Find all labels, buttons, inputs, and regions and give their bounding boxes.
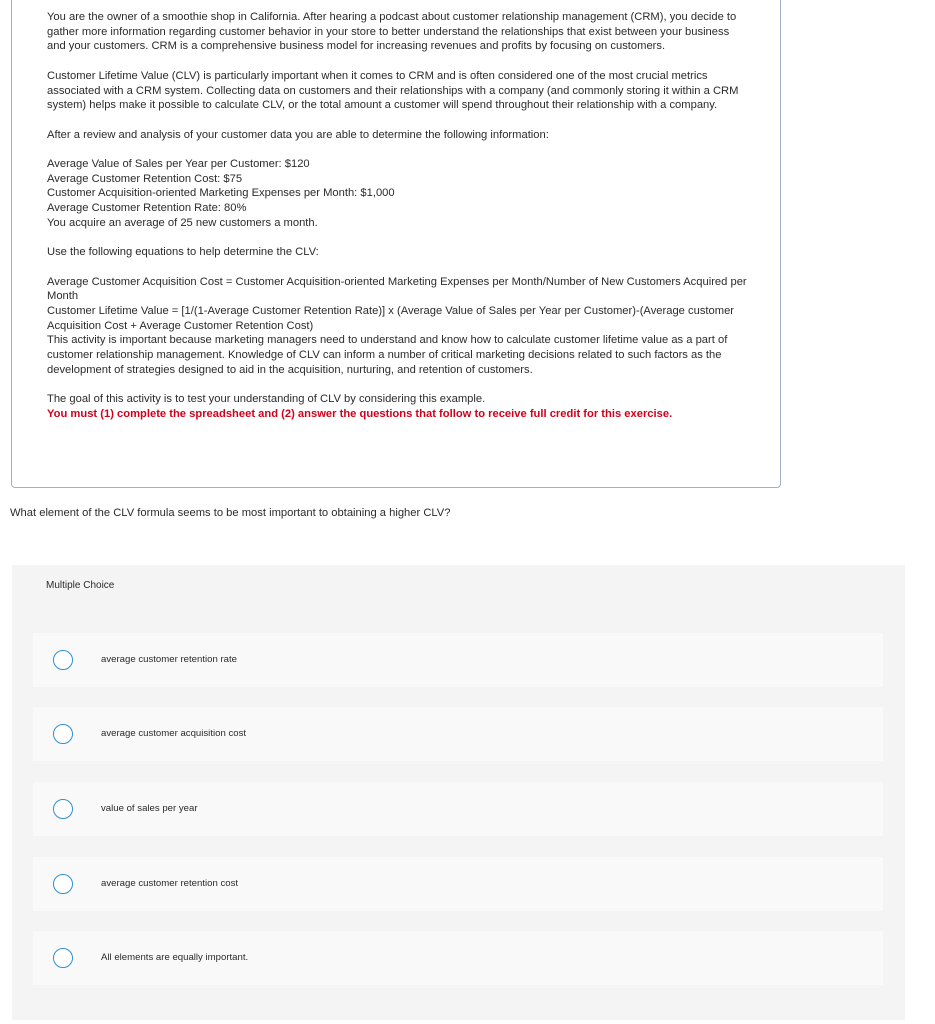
radio-button[interactable] (53, 874, 73, 894)
radio-button[interactable] (53, 948, 73, 968)
fact-retention-cost: Average Customer Retention Cost: $75 (47, 172, 243, 185)
multiple-choice-panel (12, 565, 905, 1020)
radio-button[interactable] (53, 799, 73, 819)
intro-paragraph-6: The goal of this activity is to test your understanding of CLV by considering this example. (47, 393, 486, 406)
option-label: average customer retention rate (101, 654, 237, 665)
fact-retention-rate: Average Customer Retention Rate: 80% (47, 202, 247, 215)
intro-paragraph-5: This activity is important because marketing managers need to understand and know how to calculate customer lifetime value as a part of customer relationship management. Knowledge of CLV can inform a number of critical marketing decisions related to such factors as the development of strategies designed to aid in the acquisition, nurturing, and retention of customers. (47, 334, 728, 376)
intro-text (47, 10, 747, 422)
intro-paragraph-4: Use the following equations to help determine the CLV: (47, 246, 319, 259)
option-label: value of sales per year (101, 803, 198, 814)
option-acquisition-cost[interactable] (33, 707, 883, 761)
option-retention-cost[interactable] (33, 857, 883, 911)
intro-paragraph-3: After a review and analysis of your customer data you are able to determine the following information: (47, 128, 549, 141)
radio-button[interactable] (53, 724, 73, 744)
credit-warning: You must (1) complete the spreadsheet and (2) answer the questions that follow to receive full credit for this exercise. (47, 407, 673, 420)
intro-paragraph-2: Customer Lifetime Value (CLV) is particularly important when it comes to CRM and is often considered one of the most crucial metrics associated with a CRM system. Collecting data on customers and their relationships with a company (and commonly storing it within a CRM system) helps make it possible to calculate CLV, or the total amount a customer will spend throughout their relationship with a company. (47, 69, 739, 112)
option-label: average customer retention cost (101, 878, 239, 889)
equation-clv: Customer Lifetime Value = [1/(1-Average Customer Retention Rate)] x (Average Value of Sales per Year per Customer)-(Average customer Acquisition Cost + Average Customer Retention Cost) (47, 304, 735, 332)
fact-sales-value: Average Value of Sales per Year per Customer: $120 (47, 157, 310, 170)
equation-acquisition-cost: Average Customer Acquisition Cost = Customer Acquisition-oriented Marketing Expenses per Month/Number of New Customers Acquired per Month (47, 275, 747, 303)
fact-marketing-expenses: Customer Acquisition-oriented Marketing Expenses per Month: $1,000 (47, 187, 395, 200)
option-label: average customer acquisition cost (101, 728, 247, 739)
option-all-equal[interactable] (33, 931, 883, 985)
radio-button[interactable] (53, 650, 73, 670)
multiple-choice-label: Multiple Choice (46, 580, 115, 591)
question-text: What element of the CLV formula seems to be most important to obtaining a higher CLV? (10, 507, 451, 519)
option-retention-rate[interactable] (33, 633, 883, 687)
option-sales-value[interactable] (33, 782, 883, 836)
option-label: All elements are equally important. (101, 952, 249, 963)
fact-new-customers: You acquire an average of 25 new customers a month. (47, 216, 318, 229)
intro-paragraph-1: You are the owner of a smoothie shop in California. After hearing a podcast about customer relationship management (CRM), you decide to gather more information regarding customer behavior in your store to better understand the relationships that exist between your business and your customers. CRM is a comprehensive business model for increasing revenues and profits by focusing on customers. (47, 11, 737, 53)
